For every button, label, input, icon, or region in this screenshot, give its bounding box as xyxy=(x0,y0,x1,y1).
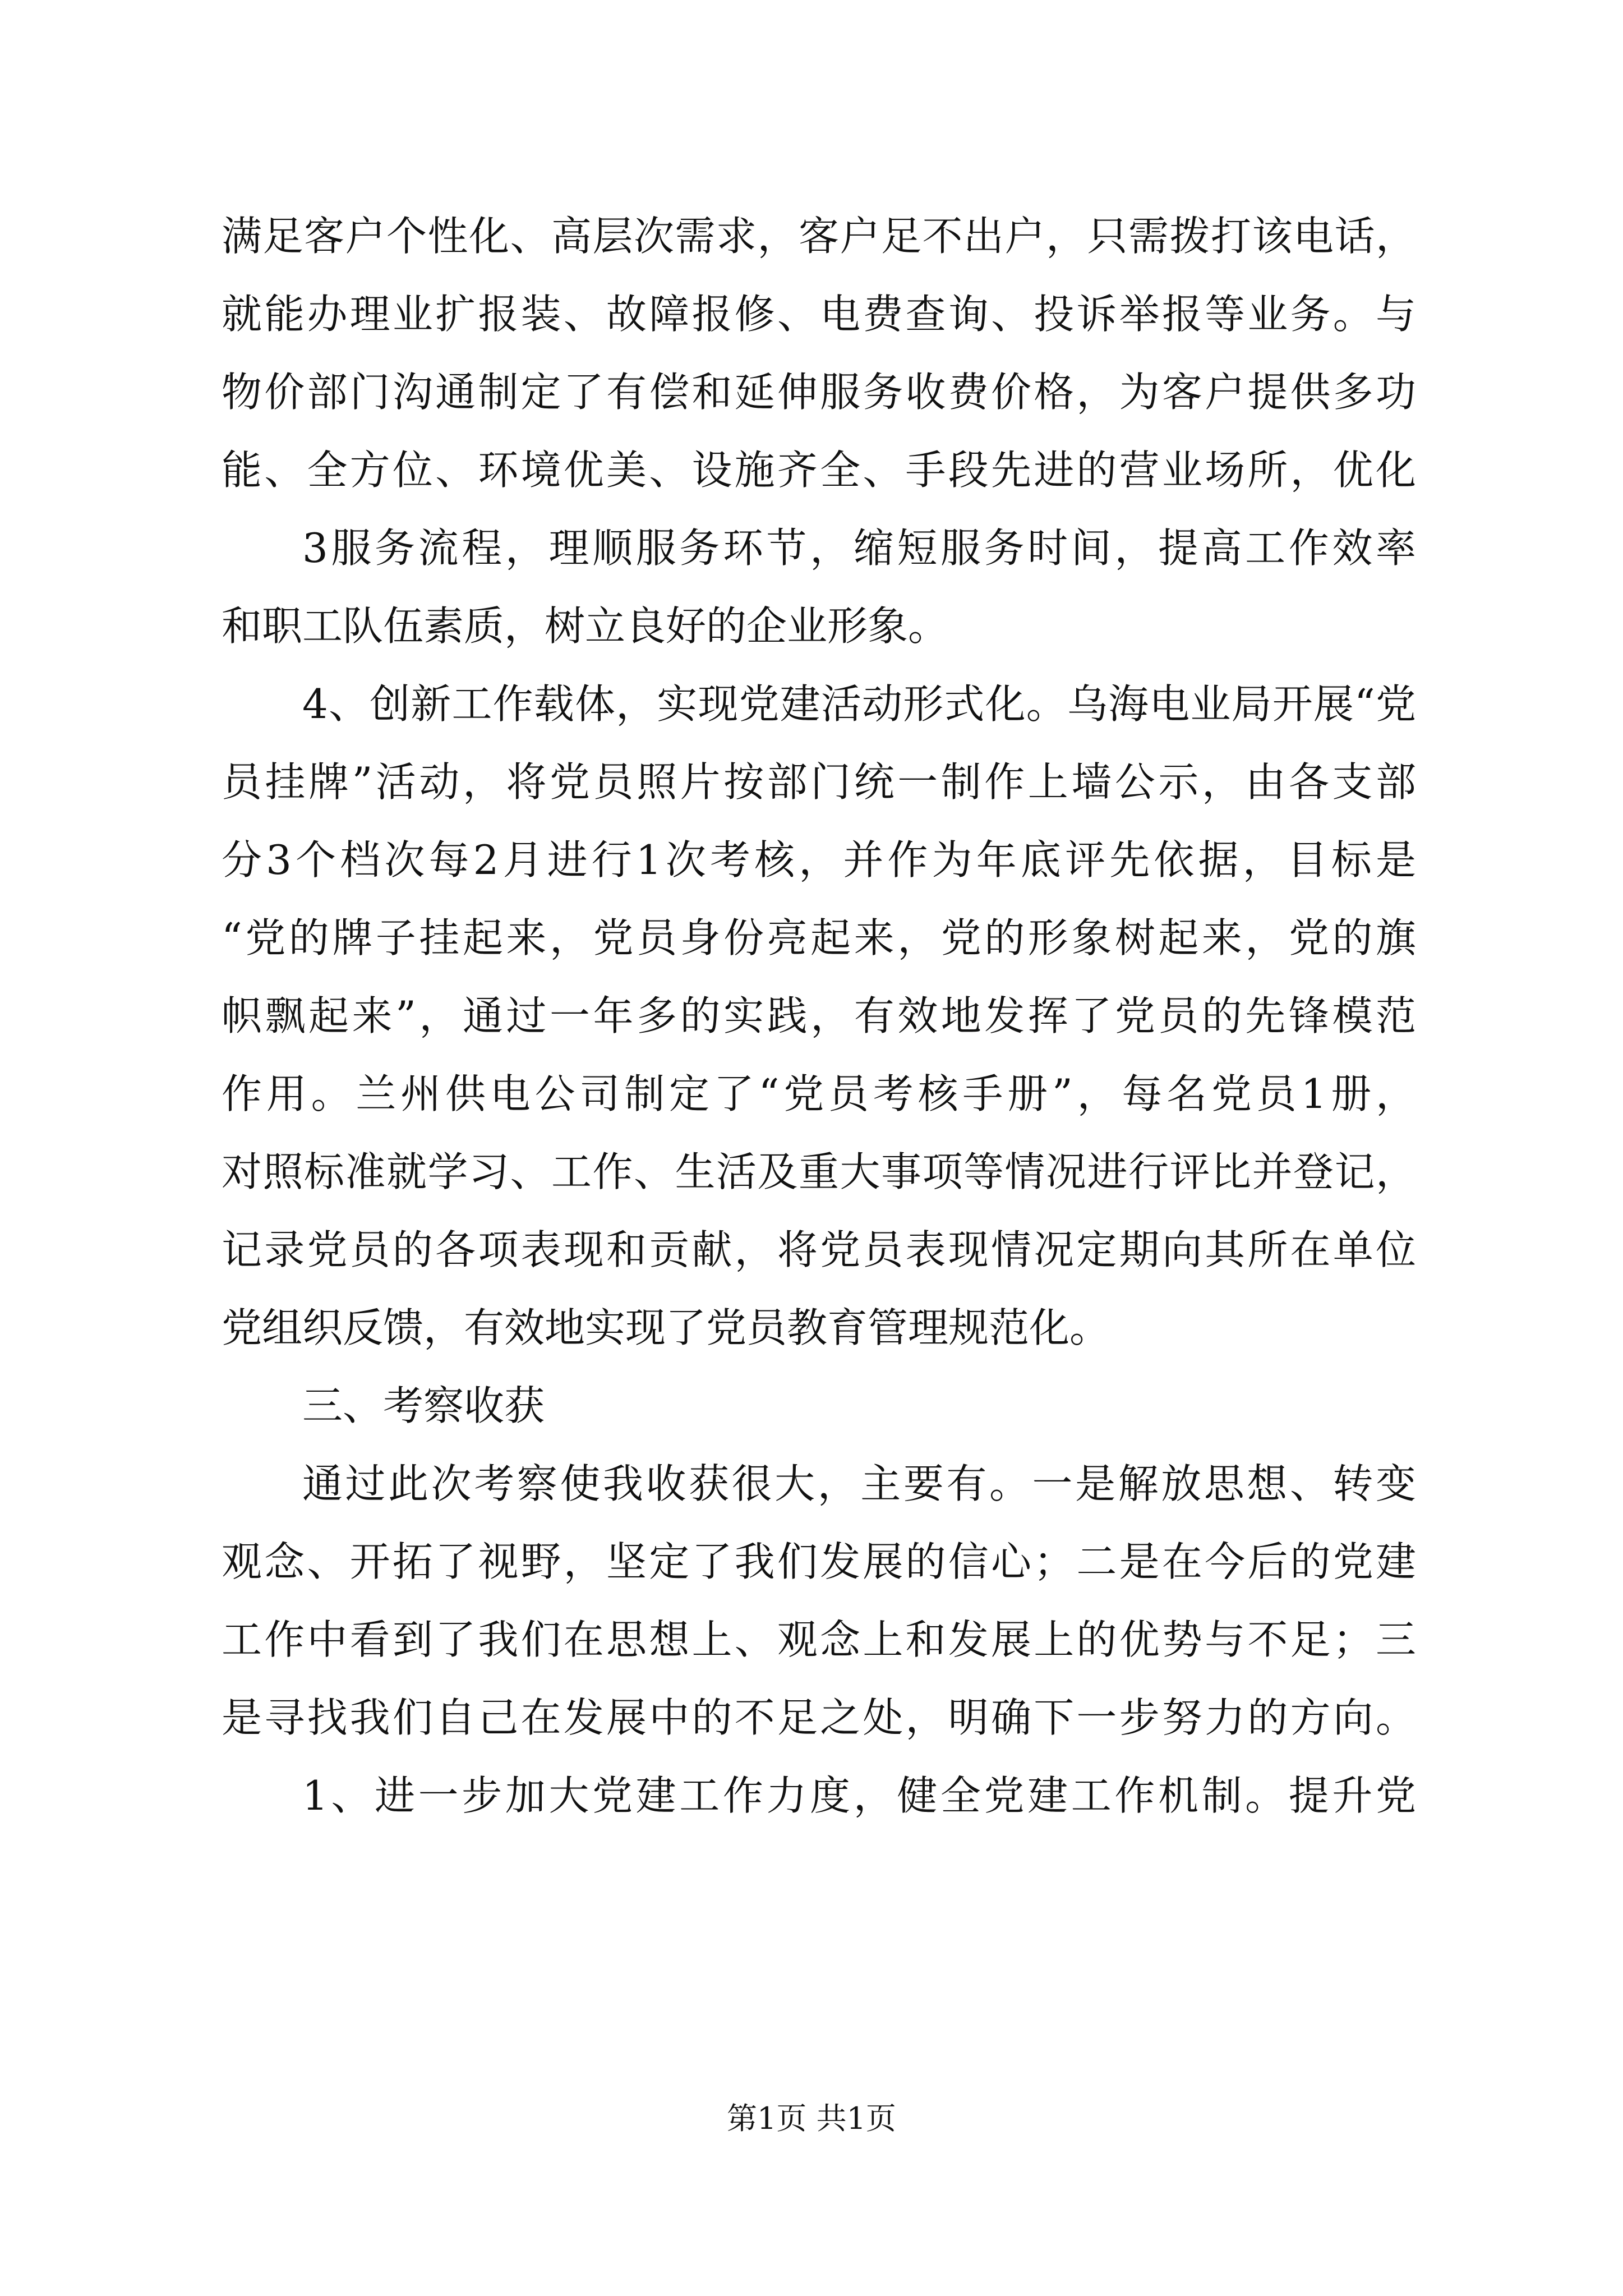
text-line: 满足客户个性化、高层次需求，客户足不出户，只需拨打该电话， xyxy=(222,213,1416,260)
text-line: 是寻找我们自己在发展中的不足之处，明确下一步努力的方向。 xyxy=(222,1694,1416,1741)
text-line: 能、全方位、环境优美、设施齐全、手段先进的营业场所，优化 xyxy=(222,447,1416,494)
page-footer: 第1页 共1页 xyxy=(727,2101,896,2136)
text-line: 作用。兰州供电公司制定了“党员考核手册”，每名党员1册， xyxy=(222,1070,1416,1117)
text-line: 通过此次考察使我收获很大，主要有。一是解放思想、转变 xyxy=(302,1460,1416,1507)
text-line: 就能办理业扩报装、故障报修、电费查询、投诉举报等业务。与 xyxy=(222,291,1416,338)
text-line: 1、进一步加大党建工作力度，健全党建工作机制。提升党 xyxy=(302,1772,1416,1819)
text-line: 观念、开拓了视野，坚定了我们发展的信心；二是在今后的党建 xyxy=(222,1538,1416,1585)
section-heading: 三、考察收获 xyxy=(302,1382,545,1429)
text-line: 3服务流程，理顺服务环节，缩短服务时间，提高工作效率 xyxy=(302,524,1416,572)
text-line: 员挂牌”活动，将党员照片按部门统一制作上墙公示，由各支部 xyxy=(222,758,1416,806)
text-line: 工作中看到了我们在思想上、观念上和发展上的优势与不足；三 xyxy=(222,1616,1416,1663)
document-body xyxy=(222,197,1416,1835)
text-line: 和职工队伍素质，树立良好的企业形象。 xyxy=(222,602,949,650)
text-line: 对照标准就学习、工作、生活及重大事项等情况进行评比并登记， xyxy=(222,1148,1416,1195)
text-line: 分3个档次每2月进行1次考核，并作为年底评先依据，目标是 xyxy=(222,836,1416,884)
text-line: “党的牌子挂起来，党员身份亮起来，党的形象树起来，党的旗 xyxy=(222,914,1416,961)
text-line: 4、创新工作载体，实现党建活动形式化。乌海电业局开展“党 xyxy=(302,680,1416,728)
text-line: 记录党员的各项表现和贡献，将党员表现情况定期向其所在单位 xyxy=(222,1226,1416,1273)
text-line: 帜飘起来”，通过一年多的实践，有效地发挥了党员的先锋模范 xyxy=(222,992,1416,1039)
text-line: 党组织反馈，有效地实现了党员教育管理规范化。 xyxy=(222,1304,1110,1351)
text-line: 物价部门沟通制定了有偿和延伸服务收费价格，为客户提供多功 xyxy=(222,369,1416,416)
